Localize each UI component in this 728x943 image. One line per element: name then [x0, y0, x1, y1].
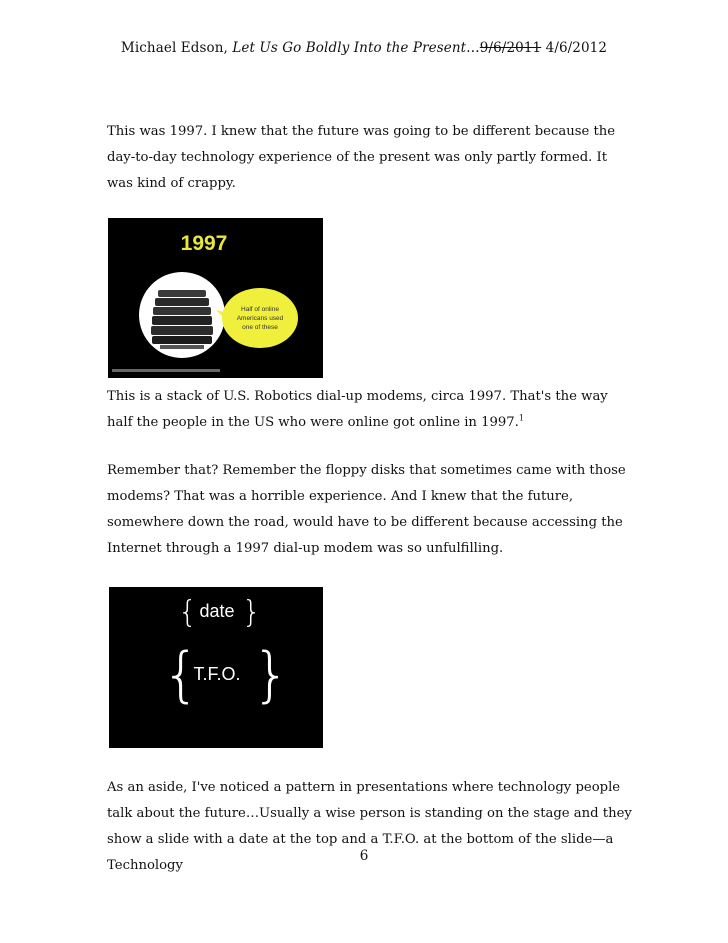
header-author: Michael Edson, [120, 40, 228, 56]
close-brace-bottom: } [252, 640, 291, 710]
paragraph-2-text: This is a stack of U.S. Robotics dial-up modems, circa 1997. That's the way half the people in the US who were online got online in 1997. [107, 389, 608, 430]
slide-tfo-label: T.F.O. [193, 664, 241, 684]
open-brace-top: { [178, 595, 198, 630]
date-tfo-slide-graphic [109, 587, 323, 748]
bubble-line-2: Americans used [236, 315, 284, 322]
running-header [0, 40, 728, 56]
paragraph-1: This was 1997. I knew that the future was going to be different because the day-to-day technology experience of the present was only partly formed. It was kind of crappy. [107, 124, 616, 191]
bubble-line-3: one of these [242, 324, 278, 331]
header-ellipsis: … [466, 40, 480, 56]
modem-stack-icon [151, 290, 213, 349]
date-tfo-slide-image [109, 587, 323, 748]
paragraph-4: As an aside, I've noticed a pattern in presentations where technology people talk about the future…Usually a wise person is standing on the stage and they show a slide with a date at the top and a T.F.O. at the bottom of the slide—a Technology [107, 780, 632, 873]
header-new-date: 4/6/2012 [545, 40, 608, 56]
open-brace-bottom: { [162, 640, 201, 710]
slide-date-label: date [199, 601, 235, 621]
header-old-date: 9/6/2011 [479, 40, 542, 56]
footnote-marker[interactable]: 1 [518, 413, 524, 423]
close-brace-top: } [242, 595, 262, 630]
paragraph-3: Remember that? Remember the floppy disks that sometimes came with those modems? That was a horrible experience. And I knew that the future, somewhere down the road, would have to be different because accessing the Internet through a 1997 dial-up modem was so unfulfilling. [107, 463, 626, 556]
header-title: Let Us Go Boldly Into the Present [232, 40, 467, 56]
bubble-line-1: Half of online [241, 306, 279, 313]
slide-year-label: 1997 [180, 232, 228, 255]
page-number: 6 [359, 848, 369, 864]
modem-slide-image [108, 218, 323, 378]
modem-slide-graphic [108, 218, 323, 378]
image-credit-strip [112, 369, 220, 372]
paragraph-2 [107, 384, 632, 436]
